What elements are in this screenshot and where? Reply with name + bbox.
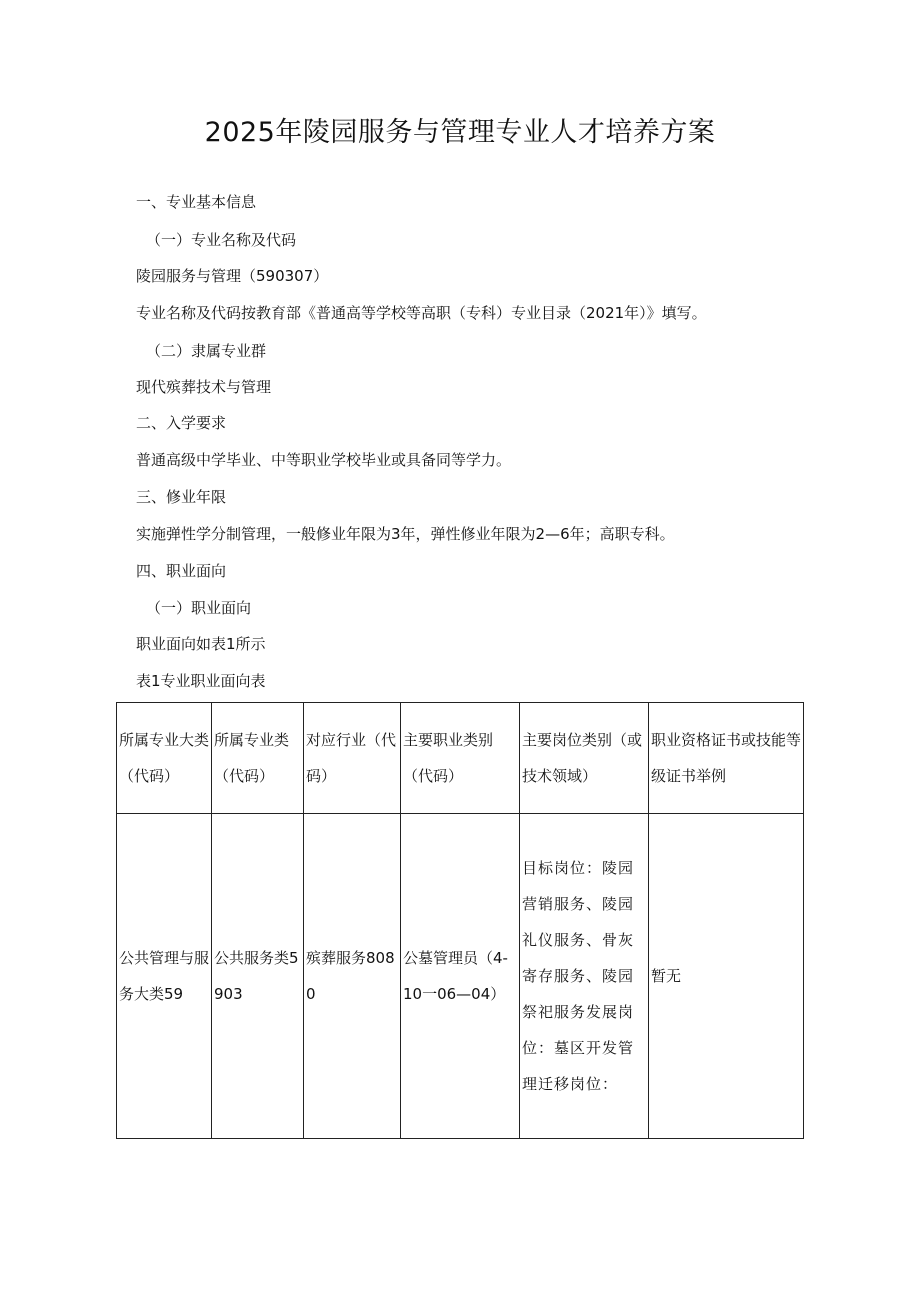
career-orientation-table (116, 702, 804, 1139)
header-cell-occupation: 主要职业类别（代码） (401, 703, 520, 814)
major-name-code: 陵园服务与管理（590307） (136, 267, 329, 285)
section-1-heading: 一、专业基本信息 (136, 193, 257, 211)
table-caption: 表1专业职业面向表 (136, 672, 266, 690)
header-cell-positions: 主要岗位类别（或技术领域） (520, 703, 649, 814)
section-1-2-heading: （二）隶属专业群 (146, 342, 267, 360)
study-duration: 实施弹性学分制管理，一般修业年限为3年，弹性修业年限为2—6年；高职专科。 (136, 525, 675, 543)
table-header-row (117, 703, 804, 814)
major-note: 专业名称及代码按教育部《普通高等学校等高职（专科）专业目录（2021年）》填写。 (136, 304, 707, 322)
header-cell-major-category: 所属专业大类（代码） (117, 703, 212, 814)
career-intro: 职业面向如表1所示 (136, 635, 266, 653)
document-title: 2025年陵园服务与管理专业人才培养方案 (204, 117, 716, 148)
section-1-1-heading: （一）专业名称及代码 (146, 231, 297, 249)
cell-major-class: 公共服务类5903 (212, 814, 304, 1139)
section-2-heading: 二、入学要求 (136, 414, 227, 432)
cell-positions: 目标岗位：陵园营销服务、陵园礼仪服务、骨灰寄存服务、陵园祭祀服务发展岗位：墓区开发管理迁移岗位： (520, 814, 649, 1139)
header-cell-industry: 对应行业（代码） (304, 703, 401, 814)
cell-major-category: 公共管理与服务大类59 (117, 814, 212, 1139)
cell-occupation: 公墓管理员（4-10一06—04） (401, 814, 520, 1139)
cell-industry: 殡葬服务8080 (304, 814, 401, 1139)
major-group: 现代殡葬技术与管理 (136, 378, 272, 396)
admission-requirement: 普通高级中学毕业、中等职业学校毕业或具备同等学力。 (136, 451, 512, 469)
header-cell-major-class: 所属专业类（代码） (212, 703, 304, 814)
header-cell-certificates: 职业资格证书或技能等级证书举例 (649, 703, 804, 814)
section-4-1-heading: （一）职业面向 (146, 599, 252, 617)
section-3-heading: 三、修业年限 (136, 488, 227, 506)
cell-certificates: 暂无 (649, 814, 804, 1139)
table-row (117, 814, 804, 1139)
section-4-heading: 四、职业面向 (136, 562, 227, 580)
